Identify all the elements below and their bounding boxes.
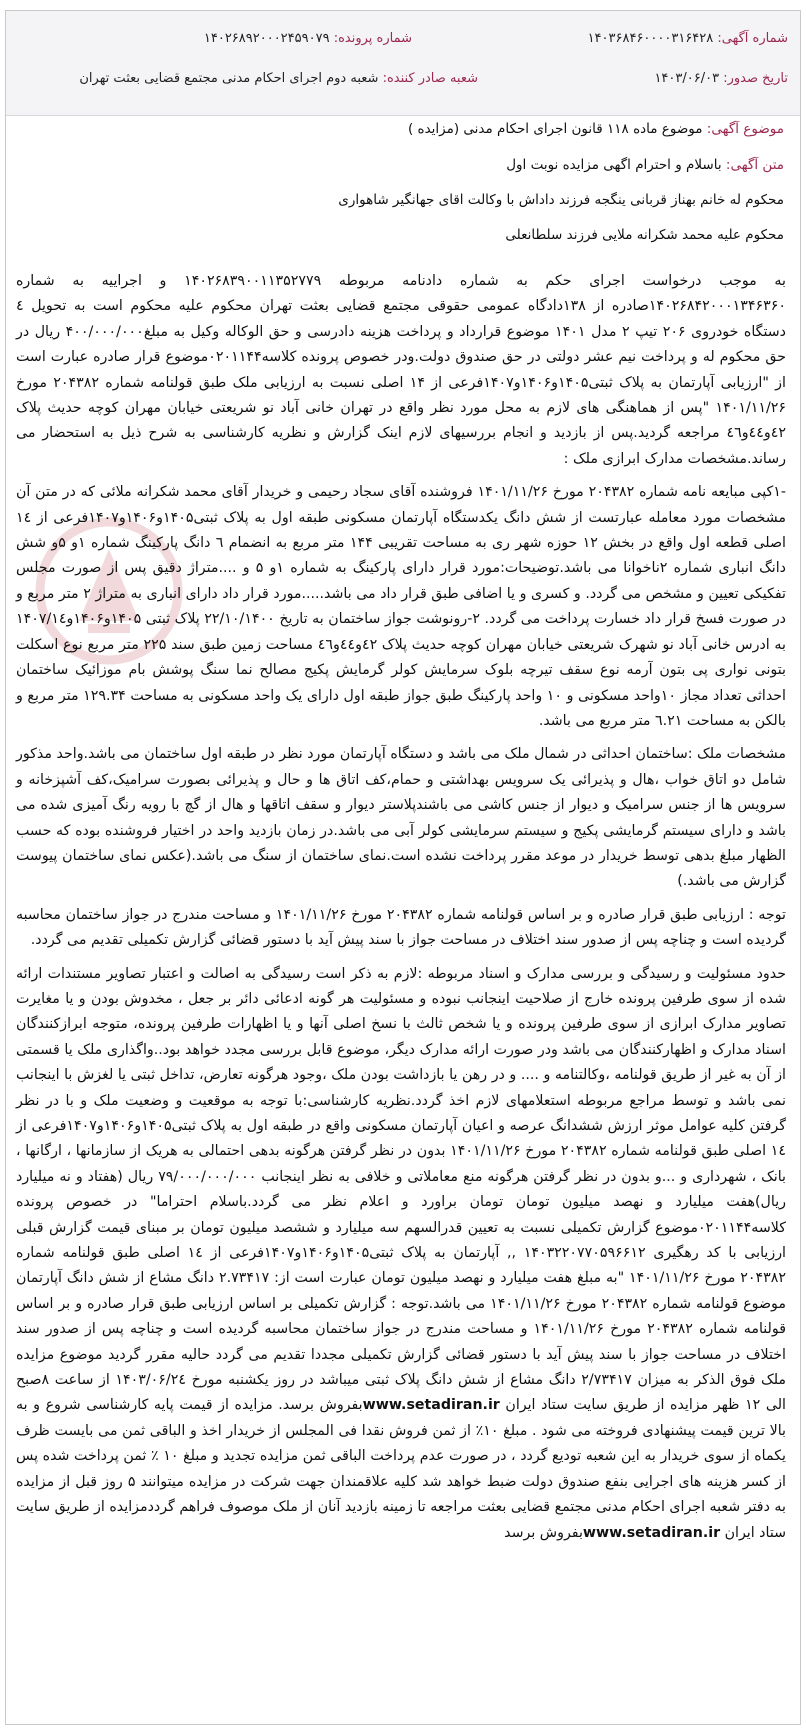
issue-date-label: تاریخ صدور: [723,71,788,86]
issuing-branch [79,71,478,86]
case-number [204,31,412,46]
notice-body [16,269,786,1554]
issue-date [654,71,788,86]
body-paragraph-1: به موجب درخواست اجرای حکم به شماره دادنامه مربوطه ۱۴۰۲۶۸۳۹۰۰۱۱۳۵۲۷۷۹ و اجراییه به شماره ۱۴۰۲۶۸۴۲۰۰۰۱۳۴۶۳۶۰صادره از ۱۳۸دادگاه عمومی حقوقی مجتمع قضایی بعثت تهران محکوم علیه محکوم است به تحویل ٤ دستگاه خودروی ۲۰۶ تیپ ۲ مدل ۱۴۰۱ موضوع قرارداد و پرداخت هزینه دادرسی و حق الوکاله وکیل به مبلغ۴۰۰/۰۰۰/۰۰۰ ریال در حق محکوم له و پرداخت نیم عشر دولتی در حق صندوق دولت.ودر خصوص پرونده کلاسه۰۲۰۱۱۴۴موضوع قرار صادره عبارت است از "ارزیابی آپارتمان به پلاک ثبتی۱۴۰۵و۱۴۰۶و۱۴۰۷فرعی از ۱۴ اصلی نسبت به ارزیابی ملک طبق قولنامه شماره ۲۰۴۳۸۲ مورخ ۱۴۰۱/۱۱/۲۶ "پس از هماهنگی های لازم به محل مورد نظر واقع در تهران خانی آباد نو شریعتی خیابان مهران کوچه حدیث پلاک ٤٢و٤٤و٤٦ مراجعه گردید.پس از بازدید و انجام بررسیهای لازم اینک گزارش و نظریه کارشناسی به شرح ذیل به استحضار می رساند.مشخصات مدارک ابرازی ملک : [16,273,786,467]
body-paragraph-4: توجه : ارزیابی طبق قرار صادره و بر اساس قولنامه شماره ۲۰۴۳۸۲ مورخ ۱۴۰۱/۱۱/۲۶ و مساحت مندرج در جواز ساختمان محاسبه گردیده است و چناچه پس از صدور سند اختلاف در مساحت جواز با سند پیش آید با دستور قضائی گزارش تکمیلی تقدیم می گردد. [16,906,786,949]
text-label: متن آگهی: [725,157,784,173]
subject-line [408,121,784,137]
notice-number-value: ۱۴۰۳۶۸۴۶۰۰۰۰۳۱۶۴۲۸ [587,31,714,46]
body-paragraph-6b: بفروش برسد [504,1524,583,1541]
subject-label: موضوع آگهی: [706,121,784,137]
subject-value: موضوع ماده ۱۱۸ قانون اجرای احکام مدنی (مزایده ) [407,121,703,137]
body-paragraph-6a: بفروش برسد. مزایده از قیمت پایه کارشناسی شروع و به بالا ترین قیمت پیشنهادی فروخته می شود . مبلغ ۱۰٪ از ثمن فروش نقدا فی المجلس از خریدار اخذ و الباقی ثمن می بایست ظرف یکماه از سوی خریدار به این شعبه تودیع گردد ، در صورت عدم پرداخت الباقی ثمن مزایده تجدید و مبلغ ۱۰ ٪ ثمن پرداخت شده پس از کسر هزینه های اجرایی بنفع صندوق دولت ضبط خواهد شد کلیه علاقمندان جهت شرکت در مزایده میتوانند ۵ روز قبل از مزایده به دفتر شعبه اجرای احکام مدنی مجتمع قضایی بعثت مراجعه تا زمینه بازدید آنان از ملک موصوف فراهم گرددمزایده از طریق سایت ستاد ایران [16,1397,786,1541]
plaintiff-line: محکوم له خانم بهناز قربانی ینگجه فرزند داداش با وکالت اقای جهانگیر شاهواری [338,192,784,208]
text-intro-line [506,157,784,173]
case-number-label: شماره پرونده: [333,31,412,46]
notice-header [6,11,800,116]
notice-frame [5,10,801,1725]
body-paragraph-5-text: حدود مسئولیت و رسیدگی و بررسی مدارک و اسناد مربوطه :لازم به ذکر است رسیدگی به اصالت و اعتبار تصاویر مستندات ارائه شده از سوی طرفین پرونده خارج از صلاحیت اینجانب نبوده و مسئولیت هر گونه ادعائی دائر بر جعل ، مخدوش بودن و یا مغایرت تصاویر مدارک ابرازی از سوی طرفین پرونده و یا شخص ثالث با نسخ اصلی آنها و یا اظهارات طرفین پرونده، متوجه ابرازکنندگان اسناد مدارک و اظهارکنندگان می باشد ودر صورت ارائه مدارک دیگر، موضوع قابل بررسی مجدد خواهد بود..واگذاری ملک یا قسمتی از آن به غیر از طریق قولنامه ،وکالتنامه و .... و در رهن یا بازداشت بودن ملک ،وجود هرگونه تعارض، تداخل ثبتی یا لغزش با اینجانب نمی باشد و توسط مراجع مربوطه استعلامهای لازم اخذ گردد.نظریه کارشناسی:با توجه به موقعیت و وضعیت ملک و با در نظر گرفتن کلیه عوامل موثر ارزش ششدانگ عرصه و اعیان آپارتمان مسکونی واقع در طبقه اول به پلاک ثبتی۱۴۰۵و۱۴۰۶و۱۴۰۷فرعی از ١٤ اصلی طبق قولنامه شماره ۲۰۴۳۸۲ مورخ ۱۴۰۱/۱۱/۲۶ بدون در نظر گرفتن هرگونه بدهی احتمالی به هریک از سازمانها ، ارگانها ، بانک ، شهرداری و ...و بدون در نظر گرفتن هرگونه منع معاملاتی و خلافی به نظر اینجانب ۷۹/۰۰۰/۰۰۰/۰۰۰ ریال (هفتاد و نه میلیارد ریال)هفت میلیارد و نهصد میلیون تومان تومان براورد و اعلام نظر می گردد.باسلام احتراما" در خصوص پرونده کلاسه۰۲۰۱۱۴۴موضوع گزارش تکمیلی نسبت به تعیین قدرالسهم سه میلیارد و ششصد میلیون تومان بر مبنای قیمت گزارش قبلی ارزیابی با کد رهگیری ۱۴۰۳۲۲۰۷۷۰۵۹۶۶۱۲ ,, آپارتمان به پلاک ثبتی۱۴۰۵و۱۴۰۶و۱۴۰۷فرعی از ١٤ اصلی طبق قولنامه شماره ۲۰۴۳۸۲ مورخ ۱۴۰۱/۱۱/۲۶ "به مبلغ هفت میلیارد و نهصد میلیون تومان عبارت است از: ۲.۷۳۴۱۷ دانگ مشاع از شش دانگ آپارتمان موضوع قولنامه شماره ۲۰۴۳۸۲ مورخ ۱۴۰۱/۱۱/۲۶ می باشد.توجه : گزارش تکمیلی بر اساس ارزیابی طبق قرار صادره و بر اساس قولنامه شماره ۲۰۴۳۸۲ مورخ ۱۴۰۱/۱۱/۲۶ و مساحت مندرج در جواز ساختمان محاسبه گردیده است و چناچه پس از صدور سند اختلاف در مساحت جواز با سند پیش آید با دستور قضائی گزارش تکمیلی مجددا تقدیم می گردد حالیه مقرر گردید موضوع مزایده ملک فوق الذکر به میزان ۲/۷۳۴۱۷ دانگ مشاع از شش دانگ پلاک ثبتی میباشد در روز یکشنبه مورخ ۱۴۰۳/۰۶/۲٤ از ساعت ۸صبح الی ۱۲ ظهر مزایده از طریق سایت ستاد ایران [16,965,786,1414]
issuing-branch-label: شعبه صادر کننده: [382,71,478,86]
issue-date-value: ۱۴۰۳/۰۶/۰۳ [654,71,720,86]
defendant-line: محکوم علیه محمد شکرانه ملایی فرزند سلطانعلی [505,227,784,243]
setadiran-link-1[interactable]: www.setadiran.ir [362,1397,500,1414]
body-paragraph-2: -۱کپی مبایعه نامه شماره ۲۰۴۳۸۲ مورخ ۱۴۰۱/۱۱/۲۶ فروشنده آقای سجاد رحیمی و خریدار آقای محمد شکرانه ملائی که در متن آن مشخصات مورد معامله عبارتست از شش دانگ یکدستگاه آپارتمان مسکونی طبقه اول به پلاک ثبتی۱۴۰۵و۱۴۰۶و۱۴۰۷فرعی از ١٤ اصلی قطعه اول واقع در بخش ۱۲ حوزه شهر ری به مساحت تقریبی ۱۴۴ متر مربع به انضمام ٦ دانگ پارکینگ شماره ۱و ۵و شش دانگ انباری شماره ۲ناخوانا می باشد.توضیحات:مورد قرار دارای پارکینگ به شماره ۱و ۵ و ....متراژ دقیق پس از صورت مجلس تفکیکی تعیین و مشخص می گردد. و کسری و یا اضافی طبق قرار داد می باشد.....مورد قرار داد دارای انباری به متراژ ۲ متر مربع و در صورت فسخ قرار داد خسارت پرداخت می گردد. ۲-رونوشت جواز ساختمان به تاریخ ۲۲/۱۰/۱۴۰۰ پلاک ثبتی ۱۴۰۵و۱۴۰۶و۱۴۰۷/١٤ به ادرس خانی آباد نو شهرک شریعتی خیابان مهران کوچه حدیث پلاک ٤٢و٤٤و٤٦ مساحت زمین طبق سند ۲۲۵ متر مربع نوع اسکلت بتونی نواری پی بتون آرمه نوع سقف تیرچه بلوک سرمایش کولر گرمایش پکیج مصالح نما سنگ پوشش بام موزائیک ساختمان احداثی تعداد مجاز ۱۰واحد مسکونی و ۱۰ واحد پارکینگ طبق جواز طبقه اول دارای یک واحد مسکونی به مساحت ۱۲۹.۳۴ متر مربع و بالکن به مساحت ٦.٢١ متر مربع می باشد. [16,484,786,729]
issuing-branch-value: شعبه دوم اجرای احکام مدنی مجتمع قضایی بعثت تهران [79,71,379,86]
body-paragraph-3: مشخصات ملک :ساختمان احداثی در شمال ملک می باشد و دستگاه آپارتمان مورد نظر در طبقه اول ساختمان می باشد.واحد مذکور شامل دو اتاق خواب ،هال و پذیرائی یک سرویس بهداشتی و حمام،کف اتاق ها و حال و پذیرائی بصورت سرامیک،کف آشپزخانه و سرویس ها از جنس سرامیک و دیوار از جنس کاشی می باشندپلاستر دیوار و سقف اتاقها و هال از گچ با رویه رنگ آمیزی شده می باشد و دارای سیستم گرمایشی پکیج و سیستم سرمایشی کولر آبی می باشد.در زمان بازدید واحد در اختیار فروشنده بوده که حسب الظهار مبلغ بدهی توسط خریدار در موعد مقرر پرداخت نشده است.نمای ساختمان از سنگ می باشد.(عکس نمای ساختمان پیوست گزارش می باشد.) [16,746,786,890]
text-intro: باسلام و احترام اگهی مزایده نوبت اول [506,157,722,173]
body-paragraph-5 [16,962,786,1546]
setadiran-link-2[interactable]: www.setadiran.ir [582,1524,721,1541]
notice-number [588,31,788,46]
case-number-value: ۱۴۰۲۶۸۹۲۰۰۰۲۴۵۹۰۷۹ [203,31,330,46]
notice-number-label: شماره آگهی: [717,31,788,46]
